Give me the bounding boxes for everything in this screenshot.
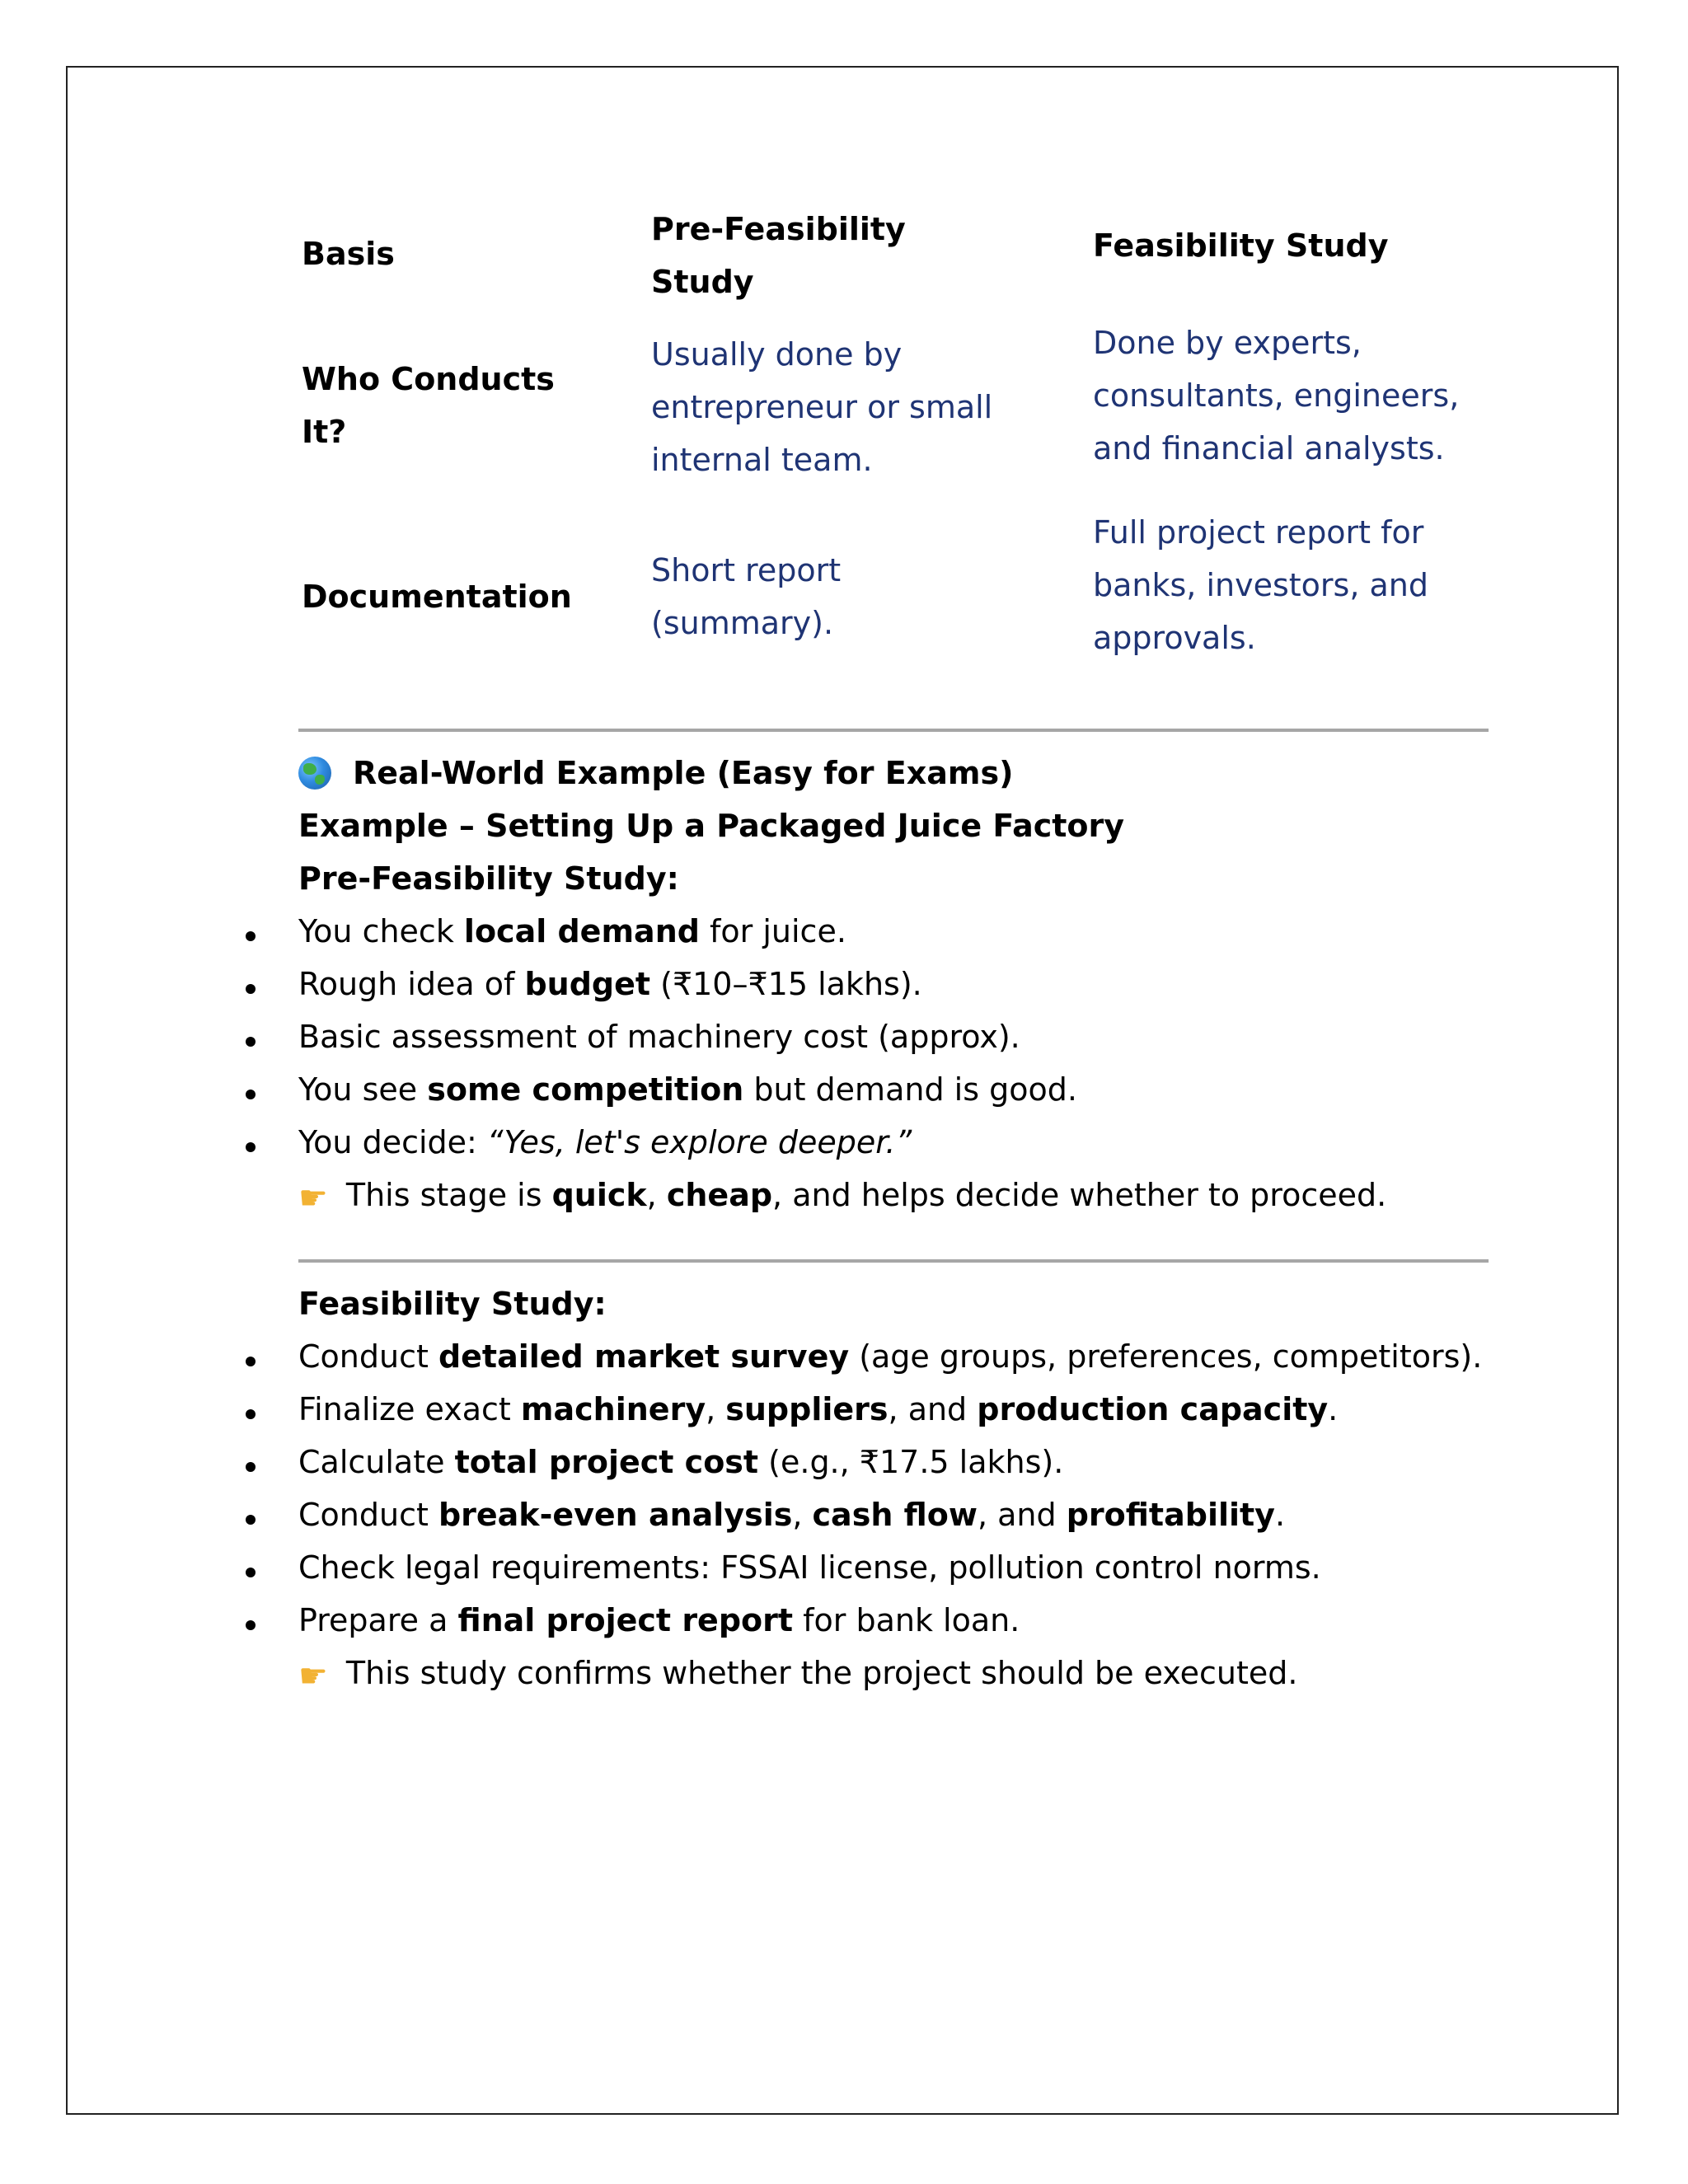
- bullet-dot: [246, 984, 256, 994]
- list-item: You check local demand for juice.: [298, 913, 846, 949]
- list-item: Finalize exact machinery, suppliers, and production capacity.: [298, 1391, 1339, 1427]
- bullet-dot: [246, 1409, 256, 1419]
- pre-feasibility-note: ☛ This stage is quick, cheap, and helps decide whether to proceed.: [298, 1177, 1387, 1217]
- table-header-pre-feasibility: Pre-Feasibility Study: [651, 211, 906, 300]
- list-item: Conduct break-even analysis, cash flow, and profitability.: [298, 1497, 1286, 1533]
- table-cell-doc-pre: Short report (summary).: [651, 552, 842, 641]
- pointing-hand-icon: ☛: [298, 1179, 328, 1217]
- bullet-dot: [246, 1090, 256, 1099]
- bullet-dot: [246, 931, 256, 941]
- list-item: Conduct detailed market survey (age groups, preferences, competitors).: [298, 1338, 1483, 1375]
- example-title: Real-World Example (Easy for Exams): [298, 747, 1013, 799]
- bullet-dot: [246, 1357, 256, 1366]
- pre-feasibility-heading: Pre-Feasibility Study:: [298, 860, 679, 897]
- divider-1: [298, 729, 1489, 732]
- pointing-hand-icon: ☛: [298, 1657, 328, 1695]
- bullet-dot: [246, 1142, 256, 1152]
- table-row-label-documentation: Documentation: [302, 579, 572, 615]
- feasibility-note: ☛ This study confirms whether the project should be executed.: [298, 1655, 1298, 1695]
- list-item: You see some competition but demand is good.: [298, 1071, 1077, 1108]
- bullet-dot: [246, 1462, 256, 1472]
- list-item: Rough idea of budget (₹10–₹15 lakhs).: [298, 966, 922, 1002]
- list-item: Basic assessment of machinery cost (approx).: [298, 1019, 1020, 1055]
- table-cell-who-pre: Usually done by entrepreneur or small internal team.: [651, 336, 993, 478]
- list-item: Check legal requirements: FSSAI license, pollution control norms.: [298, 1549, 1321, 1586]
- table-cell-doc-full: Full project report for banks, investors, and approvals.: [1093, 514, 1428, 656]
- globe-icon: [298, 757, 331, 790]
- bullet-dot: [246, 1515, 256, 1525]
- divider-2: [298, 1259, 1489, 1263]
- table-cell-who-full: Done by experts, consultants, engineers, and financial analysts.: [1093, 325, 1460, 466]
- table-row-label-who-conducts: Who Conducts It?: [302, 361, 555, 450]
- bullet-dot: [246, 1568, 256, 1577]
- bullet-dot: [246, 1037, 256, 1047]
- table-header-basis: Basis: [302, 236, 395, 272]
- list-item: Calculate total project cost (e.g., ₹17.5 lakhs).: [298, 1444, 1064, 1480]
- table-header-feasibility: Feasibility Study: [1093, 227, 1389, 264]
- feasibility-heading: Feasibility Study:: [298, 1286, 607, 1322]
- list-item: Prepare a final project report for bank loan.: [298, 1602, 1020, 1638]
- example-subtitle: Example – Setting Up a Packaged Juice Factory: [298, 808, 1125, 844]
- list-item: You decide: “Yes, let's explore deeper.”: [298, 1124, 912, 1160]
- bullet-dot: [246, 1620, 256, 1630]
